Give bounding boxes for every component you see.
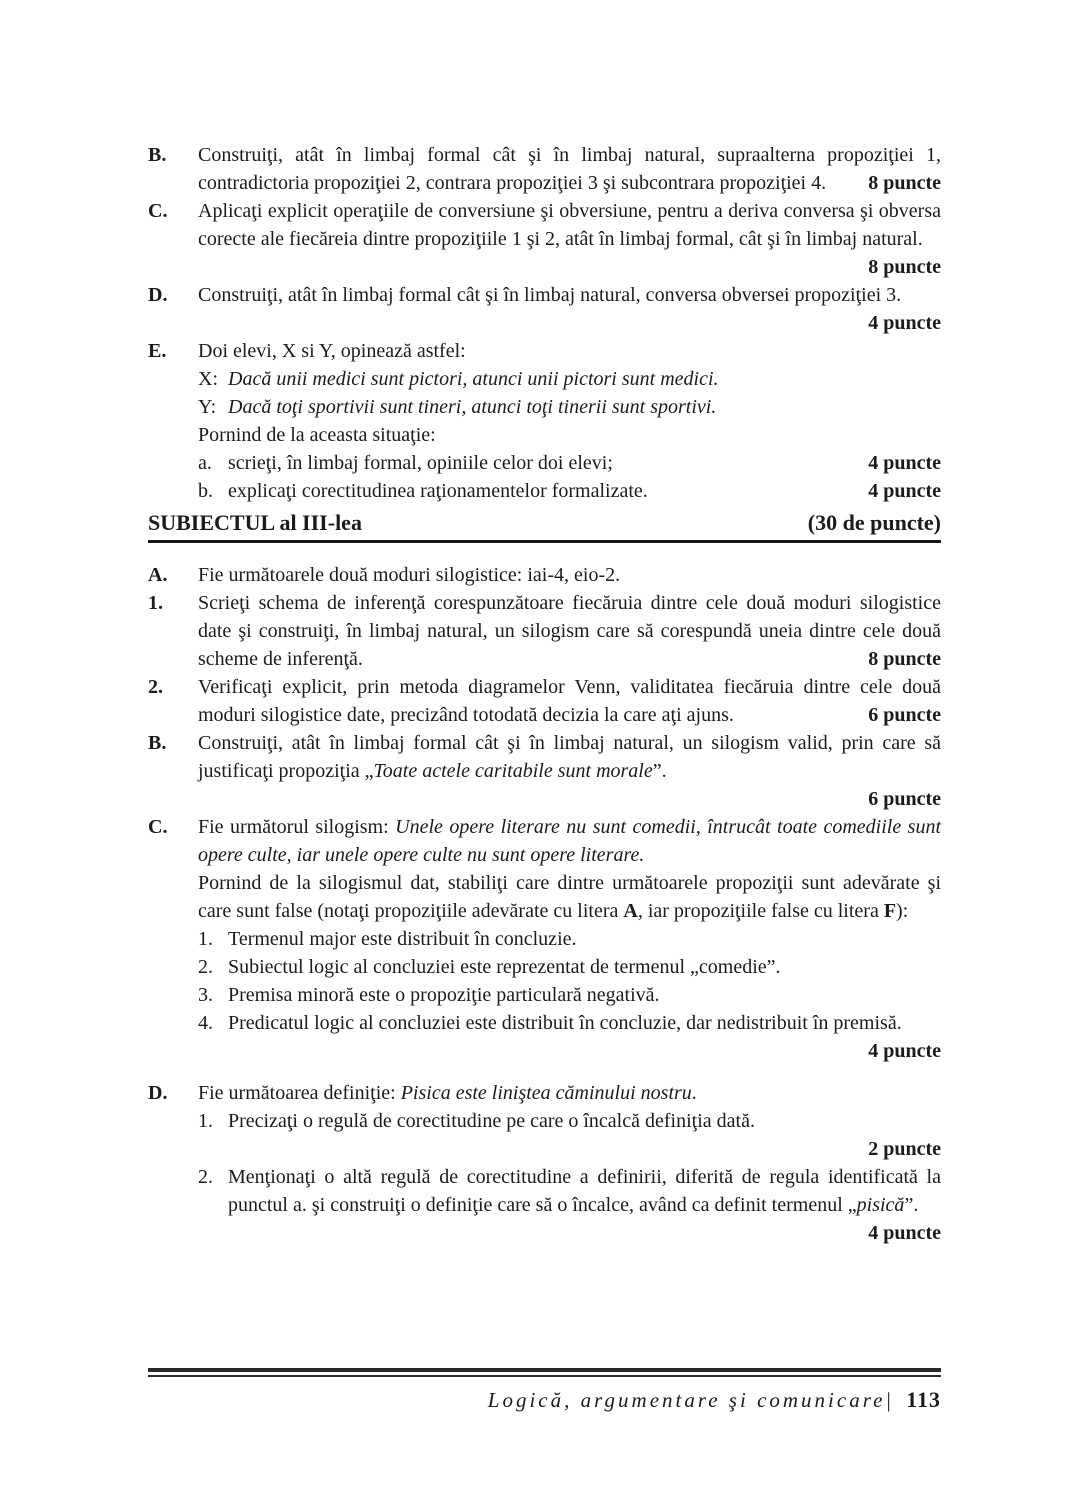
sub-item-prefix: X:	[198, 368, 218, 390]
section-heading-title: SUBIECTUL al III-lea	[148, 510, 362, 535]
paragraph-text: Predicatul logic al concluziei este distribuit în concluzie, dar nedistribuit în premisă.	[228, 1012, 902, 1034]
item-body	[198, 813, 941, 1065]
sub-item-prefix: 2.	[198, 956, 213, 978]
item-paragraph	[198, 477, 941, 505]
paragraph-text: Toate actele caritabile sunt morale	[373, 760, 653, 782]
item-body	[198, 729, 941, 813]
sub-item-prefix: 2.	[198, 1166, 213, 1188]
item-paragraph	[198, 141, 941, 197]
item-paragraph	[198, 673, 941, 729]
paragraph-text: F	[883, 900, 897, 922]
paragraph-text: Subiectul logic al concluziei este reprezentat de termenul „comedie”.	[228, 956, 781, 978]
item-body	[198, 589, 941, 673]
exercise-item	[148, 337, 941, 505]
paragraph-text: Construiţi, atât în limbaj formal cât şi în limbaj natural, supraalterna propoziţiei 1, contradictoria propoziţiei 2, contrara propoziţiei 3 şi subcontrara propoziţiei 4.	[198, 144, 941, 194]
paragraph-text: scrieţi, în limbaj formal, opiniile celor doi elevi;	[228, 452, 613, 474]
paragraph-text: Aplicaţi explicit operaţiile de conversiune şi obversiune, pentru a deriva conversa şi obversa corecte ale fiecăreia dintre propoziţiile 1 şi 2, atât în limbaj formal, cât şi în limbaj natural.	[198, 200, 941, 250]
item-label: B.	[148, 732, 167, 754]
item-paragraph	[198, 449, 941, 477]
paragraph-text: Dacă unii medici sunt pictori, atunci unii pictori sunt medici.	[228, 368, 719, 390]
footer-book-title: Logică, argumentare şi comunicare|	[487, 1388, 895, 1412]
section-heading	[148, 510, 941, 543]
paragraph-text: ”.	[904, 1194, 919, 1216]
item-body	[198, 561, 941, 589]
points-label: 8 puncte	[868, 172, 941, 194]
paragraph-text: explicaţi corectitudinea raţionamentelor formalizate.	[228, 480, 648, 502]
points-label: 2 puncte	[868, 1138, 941, 1160]
exercise-item	[148, 141, 941, 197]
item-paragraph	[198, 813, 941, 869]
points-label: 6 puncte	[868, 788, 941, 810]
paragraph-text: Construiţi, atât în limbaj formal cât şi în limbaj natural, conversa obversei propoziţiei 3.	[198, 284, 902, 306]
item-paragraph	[198, 729, 941, 813]
exercise-item	[148, 729, 941, 813]
item-label: D.	[148, 284, 168, 306]
section-heading-points: (30 de puncte)	[807, 510, 941, 535]
item-paragraph	[198, 981, 941, 1009]
item-paragraph	[198, 561, 941, 589]
exercise-item	[148, 813, 941, 1065]
exercise-item	[148, 281, 941, 337]
item-paragraph	[198, 281, 941, 337]
paragraph-text: Scrieţi schema de inferenţă corespunzătoare fiecăruia dintre cele două moduri silogistice date şi construiţi, în limbaj natural, un silogism care să corespundă uneia dintre cele două scheme de inferenţă.	[198, 592, 941, 670]
paragraph-text: pisică	[856, 1194, 905, 1216]
points-label: 4 puncte	[868, 312, 941, 334]
paragraph-text: Fie următoarele două moduri silogistice: iai-4, eio-2.	[198, 564, 621, 586]
item-body	[198, 281, 941, 337]
paragraph-text: Termenul major este distribuit în concluzie.	[228, 928, 577, 950]
paragraph-text: ):	[896, 900, 909, 922]
sub-item-prefix: a.	[198, 452, 212, 474]
paragraph-text: , iar propoziţiile false cu litera	[637, 900, 884, 922]
item-body	[198, 1079, 941, 1247]
item-label: E.	[148, 340, 167, 362]
points-label: 4 puncte	[868, 1040, 941, 1062]
paragraph-text: Verificaţi explicit, prin metoda diagramelor Venn, validitatea fiecăruia dintre cele două moduri silogistice date, precizând totodată decizia la care aţi ajuns.	[198, 676, 941, 726]
exercise-item	[148, 197, 941, 281]
item-paragraph	[198, 1009, 941, 1065]
item-paragraph	[198, 197, 941, 281]
paragraph-text: .	[691, 1082, 697, 1104]
item-label: C.	[148, 816, 168, 838]
exercise-item	[148, 673, 941, 729]
footer-rule	[148, 1368, 941, 1377]
item-label: C.	[148, 200, 168, 222]
points-label: 6 puncte	[868, 704, 941, 726]
item-label: 2.	[148, 676, 163, 698]
item-body	[198, 337, 941, 505]
sub-item-prefix: 1.	[198, 1110, 213, 1132]
item-body	[198, 141, 941, 197]
item-label: D.	[148, 1082, 168, 1104]
item-label: B.	[148, 144, 167, 166]
item-body	[198, 673, 941, 729]
item-label: 1.	[148, 592, 163, 614]
points-label: 4 puncte	[868, 1222, 941, 1244]
sub-item-prefix: 4.	[198, 1012, 213, 1034]
paragraph-text: Menţionaţi o altă regulă de corectitudine a definirii, diferită de regula identificată la punctul a. şi construiţi o definiţie care să o încalce, având ca definit termenul „	[228, 1166, 941, 1216]
sub-item-prefix: b.	[198, 480, 213, 502]
paragraph-text: Pornind de la silogismul dat, stabiliţi care dintre următoarele propoziţii sunt adevărate şi care sunt false (notaţi propoziţiile adevărate cu litera	[198, 872, 941, 922]
item-paragraph	[198, 1107, 941, 1163]
paragraph-text: Construiţi, atât în limbaj formal cât şi în limbaj natural, un silogism valid, prin care să justificaţi propoziţia „	[198, 732, 941, 782]
sub-item-prefix: Y:	[198, 396, 217, 418]
item-paragraph	[198, 337, 941, 365]
exercise-item	[148, 561, 941, 589]
item-paragraph	[198, 925, 941, 953]
exercise-item	[148, 1079, 941, 1247]
item-body	[198, 197, 941, 281]
exercise-item	[148, 589, 941, 673]
paragraph-text: Doi elevi, X si Y, opinează astfel:	[198, 340, 466, 362]
sub-item-prefix: 3.	[198, 984, 213, 1006]
footer-text	[148, 1385, 941, 1415]
paragraph-text: Fie următoarea definiţie:	[198, 1082, 401, 1104]
item-paragraph	[198, 365, 941, 393]
points-label: 4 puncte	[868, 452, 941, 474]
points-label: 8 puncte	[868, 648, 941, 670]
page-footer	[148, 1368, 941, 1415]
paragraph-text: Unele opere literare nu sunt comedii, întrucât toate comediile sunt opere culte, iar unele opere culte nu sunt opere literare.	[198, 816, 941, 866]
paragraph-text: Pisica este liniştea căminului nostru	[400, 1082, 692, 1104]
item-paragraph	[198, 393, 941, 421]
paragraph-text: Dacă toţi sportivii sunt tineri, atunci toţi tinerii sunt sportivi.	[228, 396, 717, 418]
points-label: 4 puncte	[868, 480, 941, 502]
item-paragraph	[198, 953, 941, 981]
item-paragraph	[198, 1163, 941, 1247]
paragraph-text: Premisa minoră este o propoziţie particulară negativă.	[228, 984, 660, 1006]
footer-page-number: 113	[906, 1387, 941, 1412]
item-paragraph	[198, 421, 941, 449]
paragraph-text: ”.	[652, 760, 667, 782]
item-label: A.	[148, 564, 168, 586]
points-label: 8 puncte	[868, 256, 941, 278]
paragraph-text: A	[623, 900, 638, 922]
item-paragraph	[198, 589, 941, 673]
item-paragraph	[198, 1079, 941, 1107]
paragraph-text: Fie următorul silogism:	[198, 816, 396, 838]
document-content	[148, 141, 941, 1247]
item-paragraph	[198, 869, 941, 925]
paragraph-text: Pornind de la aceasta situaţie:	[198, 424, 436, 446]
paragraph-text: Precizaţi o regulă de corectitudine pe care o încalcă definiţia dată.	[228, 1110, 755, 1132]
sub-item-prefix: 1.	[198, 928, 213, 950]
